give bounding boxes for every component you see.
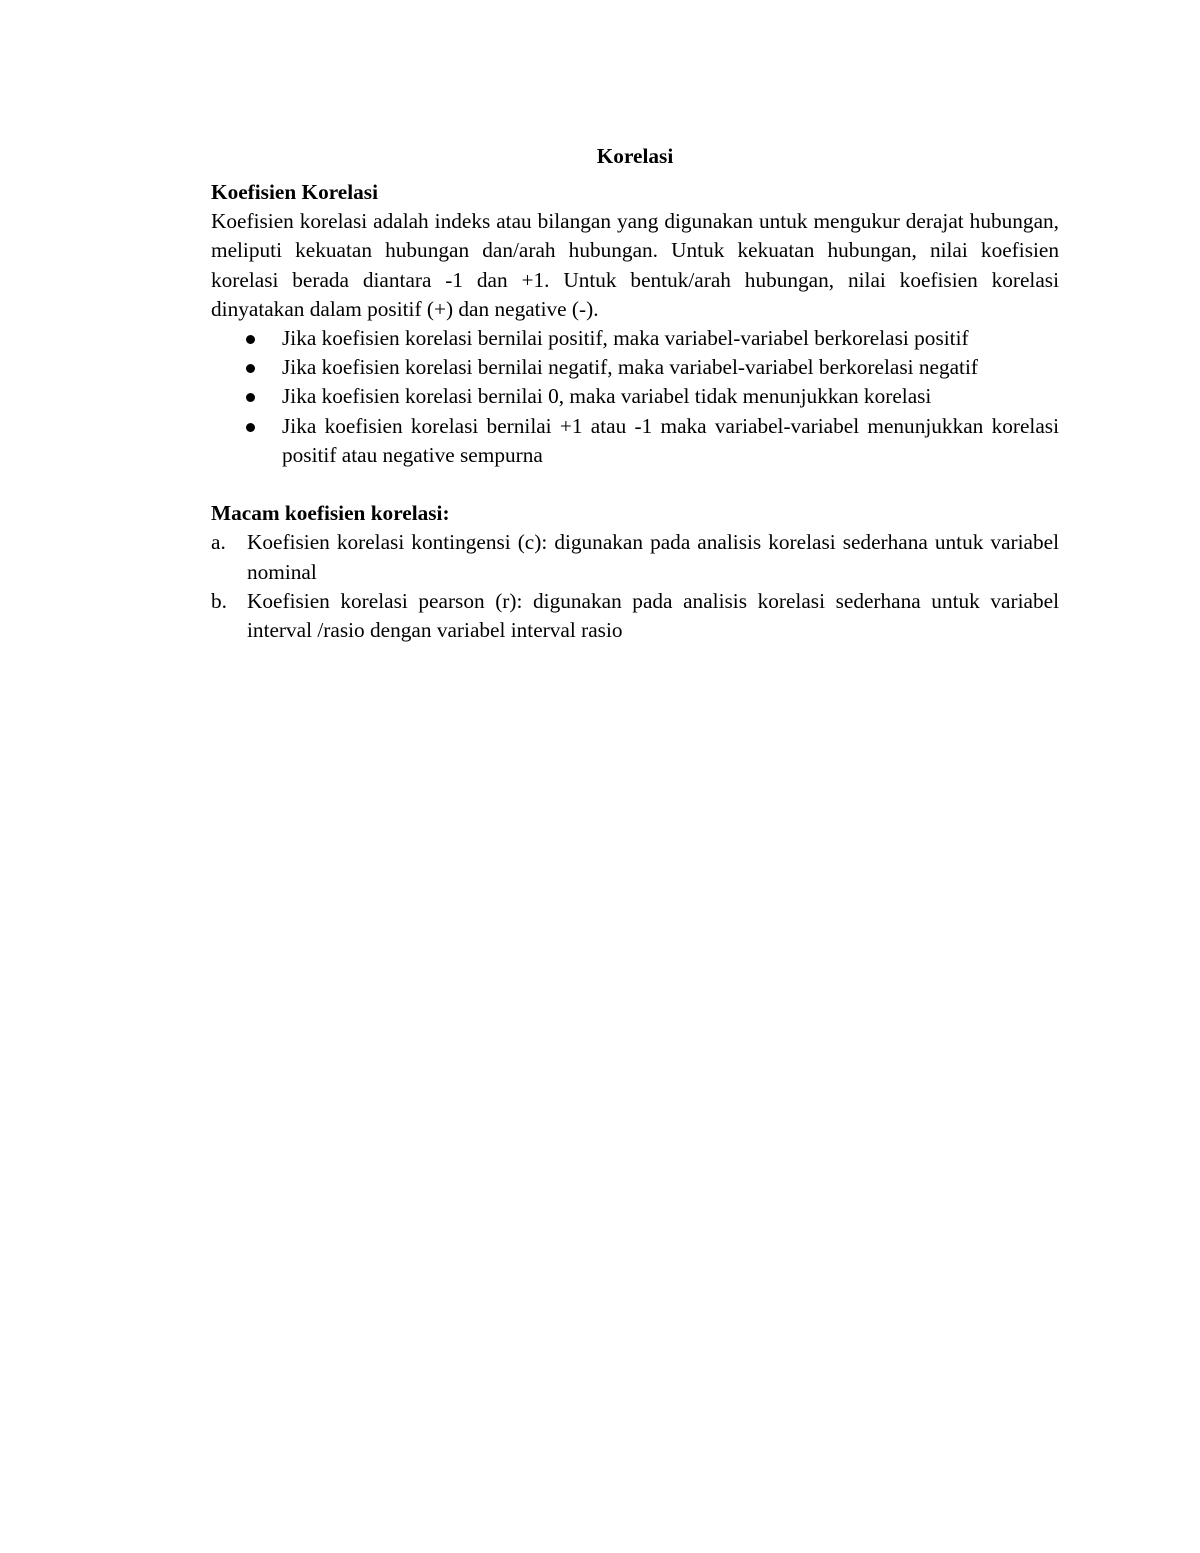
list-item-text: Jika koefisien korelasi bernilai +1 atau -1 maka variabel-variabel menunjukkan korelasi positif atau negative sempurna xyxy=(282,413,1059,467)
bullet-dot-icon xyxy=(246,364,255,373)
list-item-text: Koefisien korelasi kontingensi (c): digunakan pada analisis korelasi sederhana untuk variabel nominal xyxy=(247,530,1059,584)
bullet-list xyxy=(211,324,1059,470)
section-heading-macam: Macam koefisien korelasi: xyxy=(211,501,450,526)
section-heading-koefisien: Koefisien Korelasi xyxy=(211,180,379,204)
list-marker: a. xyxy=(211,530,226,555)
bullet-dot-icon xyxy=(246,335,255,344)
bullet-dot-icon xyxy=(246,393,255,402)
list-item-text: Koefisien korelasi pearson (r): digunakan pada analisis korelasi sederhana untuk variabel interval /rasio dengan variabel interval rasio xyxy=(247,588,1059,643)
bullet-dot-icon xyxy=(246,423,255,432)
list-item-text: Jika koefisien korelasi bernilai 0, maka variabel tidak menunjukkan korelasi xyxy=(282,384,932,409)
list-item-text: Jika koefisien korelasi bernilai positif, maka variabel-variabel berkorelasi positif xyxy=(282,326,969,351)
blank-line xyxy=(211,470,1059,499)
document-title: Korelasi xyxy=(596,144,674,168)
list-item xyxy=(211,353,1059,382)
list-item xyxy=(211,528,1059,586)
list-item xyxy=(211,412,1059,470)
document-content xyxy=(211,140,1059,645)
list-marker: b. xyxy=(211,588,227,613)
list-item-text: Jika koefisien korelasi bernilai negatif, maka variabel-variabel berkorelasi negatif xyxy=(282,355,978,380)
list-item xyxy=(211,324,1059,353)
list-item xyxy=(211,382,1059,411)
definition-paragraph: Koefisien korelasi adalah indeks atau bilangan yang digunakan untuk mengukur derajat hubungan, meliputi kekuatan hubungan dan/arah hubungan. Untuk kekuatan hubungan, nilai koefisien korelasi berada diantara -1 dan +1. Untuk bentuk/arah hubungan, nilai koefisien korelasi dinyatakan dalam positif (+) dan negative (-). xyxy=(211,209,1059,321)
list-item xyxy=(211,587,1059,645)
alpha-list xyxy=(211,528,1059,645)
